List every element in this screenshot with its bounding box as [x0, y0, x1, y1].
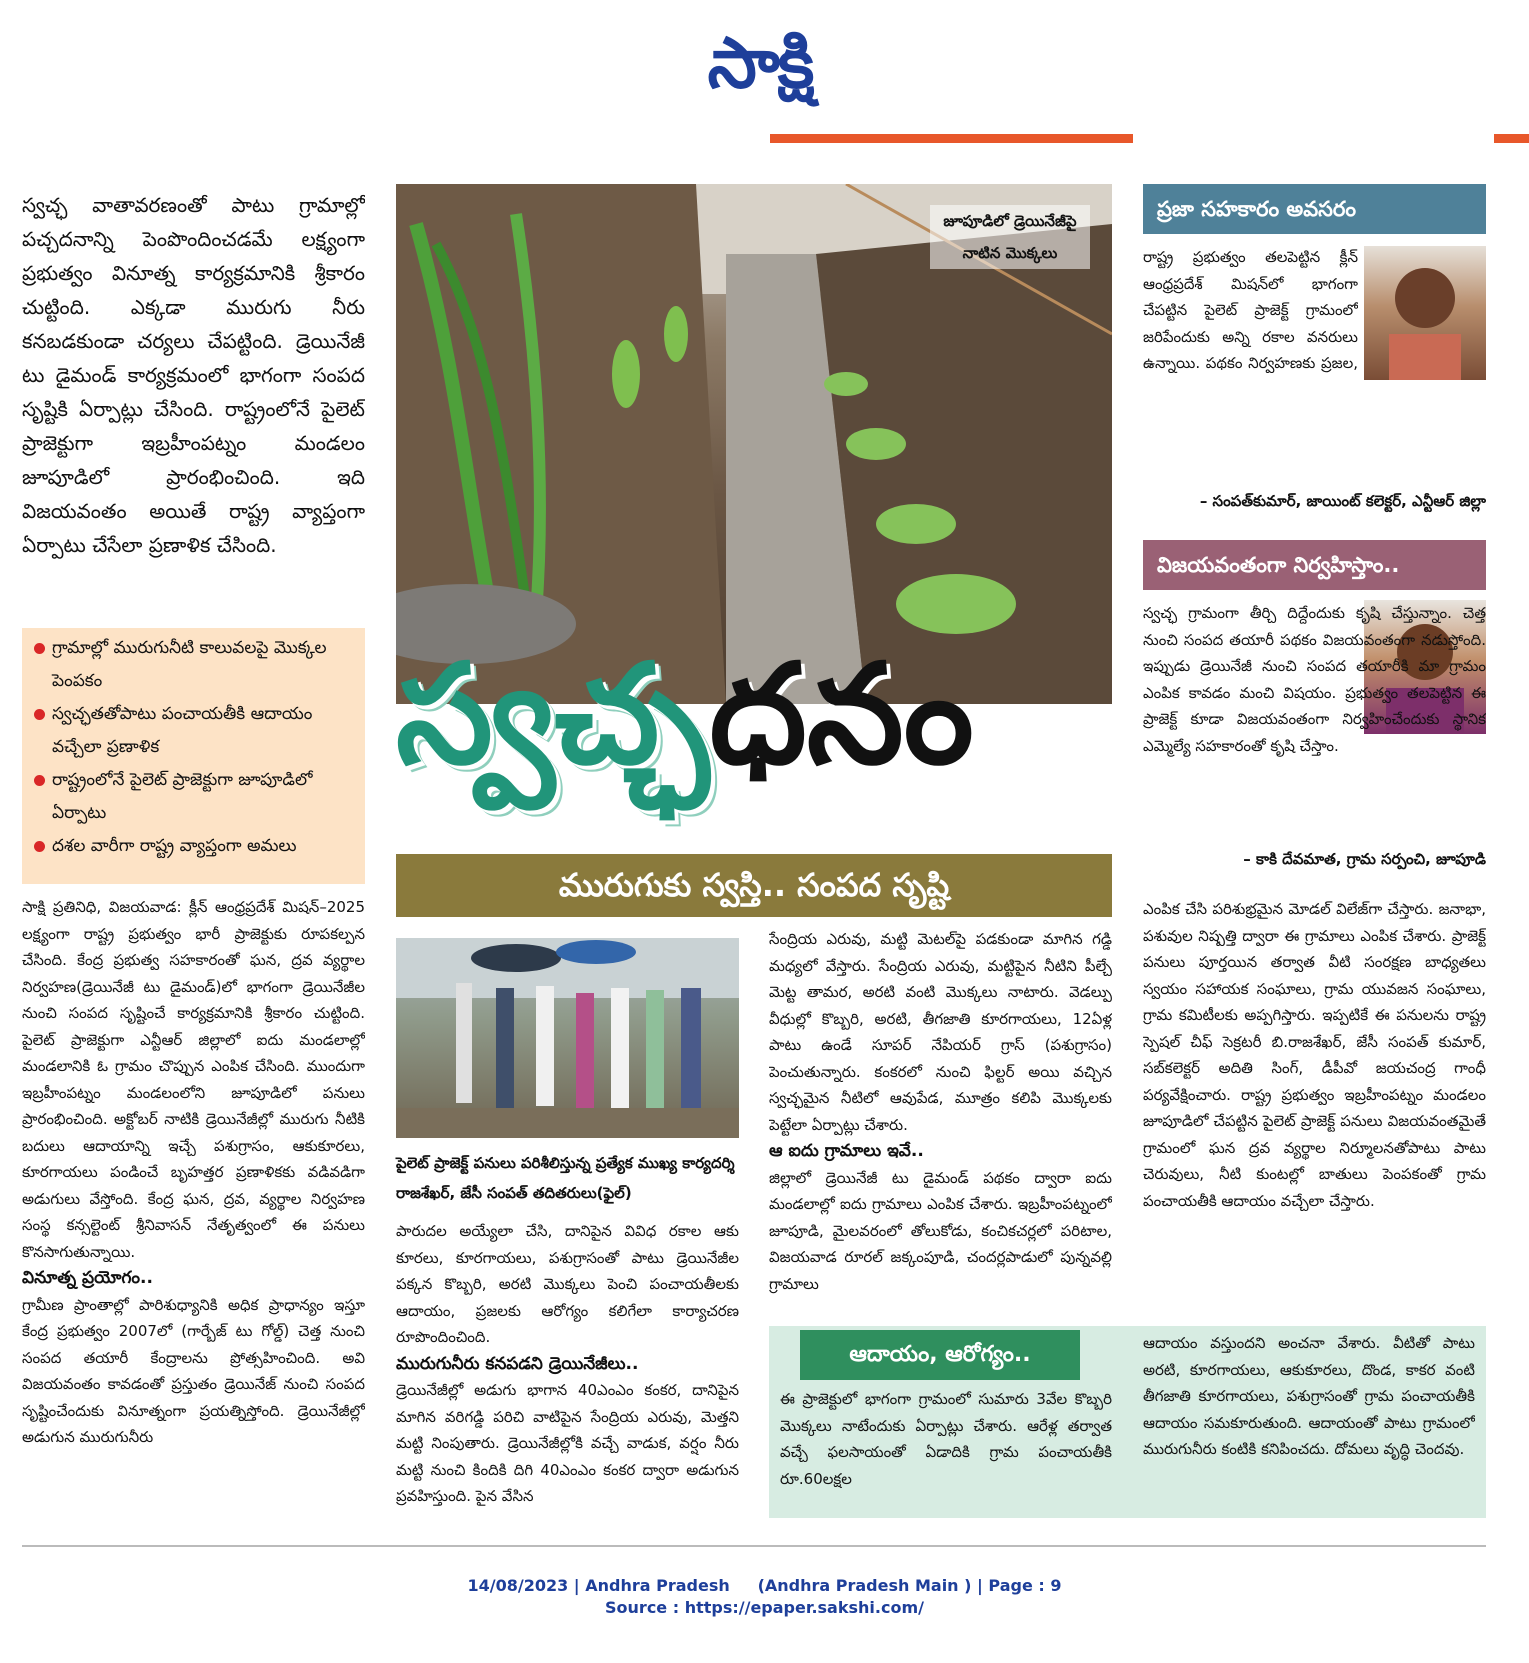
body-column-3: [769, 926, 1112, 1321]
body-column-2-text: పారుదల అయ్యేలా చేసి, దానిపైన వివిధ రకాల ఆకు కూరలు, కూరగాయలు, పశుగ్రాసంతో పాటు డ్రెయినేజీల పక్కన కొబ్బరి, అరటి మొక్కలు పెంచి పంచాయతీలకు ఆదాయం, ప్రజలకు ఆరోగ్యం కలిగేలా కార్యాచరణ రూపొందించింది.: [396, 1222, 739, 1346]
subheadline-bar: [396, 854, 1112, 917]
headline-part-black: ధనం: [709, 634, 974, 795]
body-column-3-subtitle: ఆ ఐదు గ్రామాలు ఇవే..: [769, 1141, 924, 1161]
body-column-2-subtitle: మురుగునీరు కనపడని డ్రెయినేజీలు..: [396, 1353, 639, 1374]
sidebar-2-text: స్వచ్ఛ గ్రామంగా తీర్చి దిద్దేందుకు కృషి చేస్తున్నాం. చెత్త నుంచి సంపద తయారీ పథకం విజయవంతంగా నడుస్తోంది. ఇప్పుడు డ్రెయినేజీ నుంచి సంపద తయారీకి మా గ్రామం ఎంపిక కావడం మంచి విషయం. ప్రభుత్వం తలపెట్టిన ఈ ప్రాజెక్ట్ కూడా విజయవంతంగా నిర్వహించేందుకు స్థానిక ఎమ్మెల్యే సహకారంతో కృషి చేస్తాం.: [1143, 604, 1486, 755]
highlight-item: రాష్ట్రంలోనే పైలెట్ ప్రాజెక్టుగా జూపూడిలో ఏర్పాటు: [34, 764, 355, 830]
header-accent-bar: [770, 134, 1133, 143]
body-column-1-text2: గ్రామీణ ప్రాంతాల్లో పారిశుధ్యానికి అధిక ప్రాధాన్యం ఇస్తూ కేంద్ర ప్రభుత్వం 2007లో (గార్బేజ్ టు గోల్డ్) చెత్త నుంచి సంపద తయారీ కేంద్రాలను ప్రోత్సహించింది. అవి విజయవంతం కావడంతో ప్రస్తుతం డ్రెయినేజ్ నుంచి సంపద సృష్టించేందుకు వినూత్నంగా ప్రయత్నిస్తోంది. డ్రెయినేజీల్లో అడుగున మురుగునీరు: [22, 1295, 365, 1446]
body-column-1-subtitle: వినూత్న ప్రయోగం..: [22, 1268, 153, 1288]
portrait-joint-collector: [1364, 246, 1486, 380]
header-accent-bar-right: [1494, 134, 1529, 143]
sidebar-1-text: రాష్ట్ర ప్రభుత్వం తలపెట్టిన క్లీన్ ఆంధ్రప్రదేశ్ మిషన్‌లో భాగంగా చేపట్టిన పైలెట్ ప్రాజెక్ట్ గ్రామంలో జరిపేందుకు అన్ని రకాల వనరులు ఉన్నాయి. పథకం నిర్వహణకు ప్రజల,: [1143, 248, 1358, 372]
sidebar-2-signature: – కాకి దేవమాత, గ్రామ సర్పంచి, జూపూడి: [1243, 850, 1486, 868]
body-column-1: [22, 894, 365, 1536]
portrait-joint-collector-illustration: [1364, 246, 1486, 380]
highlight-item: స్వచ్ఛతతోపాటు పంచాయతీకి ఆదాయం వచ్చేలా ప్రణాళిక: [34, 698, 355, 764]
officials-photo-caption: పైలెట్ ప్రాజెక్ట్ పనులు పరిశీలిస్తున్న ప్రత్యేక ముఖ్య కార్యదర్శి రాజశేఖర్, జేసీ సంపత్ తదితరులు(ఫైల్): [396, 1154, 735, 1202]
sidebar-heading-cooperation: ప్రజా సహకారం అవసరం: [1143, 184, 1486, 234]
body-column-3-text: సేంద్రియ ఎరువు, మట్టి మెటల్‌పై పడకుండా మాగిన గడ్డి మధ్యలో వేస్తారు. సేంద్రియ ఎరువు, మట్టిపైన నీటిని పీల్చే మెట్ట తామర, అరటి వంటి మొక్కలు నాటారు. వెడల్పు వీధుల్లో కొబ్బరి, అరటి, తీగజాతి కూరగాయలు, 12ఏళ్ల పాటు ఉండే సూపర్ నేపియర్ గ్రాస్ (పశుగ్రాసం) పెంచుతున్నారు. కంకరలో నుంచి ఫిల్టర్ అయి వచ్చిన స్వచ్ఛమైన నీటిలో ఆవుపేడ, మూత్రం కలిపి మొక్కలకు పెట్టేలా ఏర్పాట్లు చేశారు.: [769, 930, 1112, 1134]
headline-part-green: స్వచ్ఛ: [396, 634, 710, 795]
body-column-3-text2: జిల్లాలో డ్రెయినేజీ టు డైమండ్ పథకం ద్వారా ఐదు మండలాల్లో ఐదు గ్రామాలు ఎంపిక చేశారు. ఇబ్రహీంపట్నంలో జూపూడి, మైలవరంలో తోలుకోడు, కంచికచర్లలో పరిటాల, విజయవాడ రూరల్ జక్కంపూడి, చందర్లపాడులో పున్నవల్లి గ్రామాలు: [769, 1168, 1112, 1293]
footer-date-edition: 14/08/2023 | Andhra Pradesh (Andhra Pradesh Main ) | Page : 9: [467, 1576, 1062, 1595]
body-column-4: ఎంపిక చేసి పరిశుభ్రమైన మోడల్ విలేజ్‌గా చేస్తారు. జనాభా, పశువుల నిష్పత్తి ద్వారా ఈ గ్రామాలు ఎంపిక చేశారు. ప్రాజెక్ట్ పనులు పూర్తయిన తర్వాత వీటి సంరక్షణ బాధ్యతలు స్వయం సహాయక సంఘాలు, గ్రామ యువజన సంఘాలు, గ్రామ కమిటీలకు అప్పగిస్తారు. ఇప్పటికే ఈ పనులను రాష్ట్ర స్పెషల్ చీఫ్ సెక్రటరీ బి.రాజశేఖర్, జేసీ సంపత్ కుమార్, సబ్‌కలెక్టర్ అదితి సింగ్, డీపీవో జయచంద్ర గాంధీ పర్యవేక్షించారు. రాష్ట్ర ప్రభుత్వం ఇబ్రహీంపట్నం మండలం జూపూడిలో చేపట్టిన పైలెట్ ప్రాజెక్ట్ పనులు విజయవంతమైతే గ్రామంలో ఘన ద్రవ వ్యర్థాల నిర్మూలనతోపాటు పాటు చెరువులు, నీటి కుంటల్లో బాతులు పెంపకంతో గ్రామ పంచాయతీకి ఆదాయం వచ్చేలా చేస్తారు.: [1143, 900, 1486, 1210]
income-box-text-1: ఈ ప్రాజెక్టులో భాగంగా గ్రామంలో సుమారు 3వేల కొబ్బరి మొక్కలు నాటేందుకు ఏర్పాట్లు చేశారు. ఆరేళ్ల తర్వాత వచ్చే ఫలసాయంతో ఏడాదికి గ్రామ పంచాయతీకి రూ.60లక్షల: [780, 1390, 1112, 1488]
footer-divider: [22, 1545, 1486, 1547]
highlight-item: దశల వారీగా రాష్ట్ర వ్యాప్తంగా అమలు: [34, 830, 355, 863]
main-photo-caption-line2: నాటిన మొక్కలు: [962, 244, 1058, 262]
headline: [396, 630, 1112, 830]
main-photo-caption: [930, 205, 1090, 269]
highlights-box: [22, 628, 365, 884]
masthead-logo: సాక్షి: [707, 22, 813, 104]
subheadline-text: మురుగుకు స్వస్తి.. సంపద సృష్టి: [539, 854, 969, 917]
sidebar-heading-success: విజయవంతంగా నిర్వహిస్తాం..: [1143, 540, 1486, 590]
income-box-text-2: ఆదాయం వస్తుందని అంచనా వేశారు. వీటితో పాటు అరటి, కూరగాయలు, ఆకుకూరలు, దొండ, కాకర వంటి తీగజాతి కూరగాయలు, పశుగ్రాసంతో గ్రామ పంచాయతీకి ఆదాయం సమకూరుతుంది. ఆదాయంతో పాటు గ్రామంలో మురుగునీరు కంటికి కనిపించదు. దోమలు వృద్ధి చెందవు.: [1143, 1334, 1475, 1458]
income-box-heading: ఆదాయం, ఆరోగ్యం..: [800, 1330, 1080, 1380]
body-column-2: [396, 1218, 739, 1536]
body-column-2-text2: డ్రెయినేజీల్లో అడుగు భాగాన 40ఎంఎం కంకర, దానిపైన మాగిన వరిగడ్డి పరిచి వాటిపైన సేంద్రియ ఎరువు, మెత్తని మట్టి నింపుతారు. డ్రెయినేజీల్లోకి వచ్చే వాడుక, వర్షం నీరు మట్టి నుంచి కిందికి దిగి 40ఎంఎం కంకర ద్వారా అడుగున ప్రవహిస్తుంది. పైన వేసిన: [396, 1381, 739, 1505]
lead-paragraph: స్వచ్ఛ వాతావరణంతో పాటు గ్రామాల్లో పచ్చదనాన్ని పెంపొందించడమే లక్ష్యంగా ప్రభుత్వం వినూత్న కార్యక్రమానికి శ్రీకారం చుట్టింది. ఎక్కడా మురుగు నీరు కనబడకుండా చర్యలు చేపట్టింది. డ్రెయినేజీ టు డైమండ్ కార్యక్రమంలో భాగంగా సంపద సృష్టికి ఏర్పాట్లు చేసింది. రాష్ట్రంలోనే పైలెట్ ప్రాజెక్టుగా ఇబ్రహీంపట్నం మండలం జూపూడిలో ప్రారంభించింది. ఇది విజయవంతం అయితే రాష్ట్ర వ్యాప్తంగా ఏర్పాటు చేసేలా ప్రణాళిక చేసింది.: [22, 193, 365, 557]
body-column-1-text: సాక్షి ప్రతినిధి, విజయవాడ: క్లీన్ ఆంధ్రప్రదేశ్ మిషన్–2025 లక్ష్యంగా రాష్ట్ర ప్రభుత్వం భారీ ప్రాజెక్టుకు రూపకల్పన చేసింది. కేంద్ర ప్రభుత్వ సహకారంతో ఘన, ద్రవ వ్యర్థాల నిర్వహణ(డ్రెయినేజీ టు డైమండ్)లో భాగంగా డ్రెయినేజీల నుంచి సంపద సృష్టించే కార్యక్రమానికి శ్రీకారం చుట్టింది. పైలెట్ ప్రాజెక్టుగా ఎన్టీఆర్ జిల్లాలో ఐదు మండలాల్లో మండలానికి ఓ గ్రామం చొప్పున ఎంపిక చేసింది. ముందుగా ఇబ్రహీంపట్నం మండలంలోని జూపూడిలో పనులు ప్రారంభించింది. అక్టోబర్ నాటికి డ్రెయినేజీల్లో మురుగు నీటికి బదులు ఆదాయాన్ని ఇచ్చే పశుగ్రాసం, ఆకుకూరలు, కూరగాయలు పండించే బృహత్తర ప్రణాళికకు వడివడిగా అడుగులు వేస్తోంది. కేంద్ర ఘన, ద్రవ, వ్యర్థాల నిర్వహణ సంస్థ కన్సల్టెంట్ శ్రీనివాసన్ నేతృత్వంలో ఈ పనులు కొనసాగుతున్నాయి.: [22, 898, 365, 1261]
sidebar-1-signature: – సంపత్‌కుమార్, జాయింట్ కలెక్టర్, ఎన్టీఆర్ జిల్లా: [1199, 492, 1486, 510]
sidebar-2-text-block: [1143, 600, 1486, 850]
main-photo-caption-line1: జూపూడిలో డ్రెయినేజీపై: [943, 212, 1077, 230]
footer-source: Source : https://epaper.sakshi.com/: [605, 1598, 924, 1617]
officials-inspection-photo: [396, 938, 739, 1138]
highlight-item: గ్రామాల్లో మురుగునీటి కాలువలపై మొక్కల పెంపకం: [34, 632, 355, 698]
sidebar-1-text-narrow: [1143, 244, 1358, 380]
officials-photo-illustration: [396, 938, 739, 1138]
